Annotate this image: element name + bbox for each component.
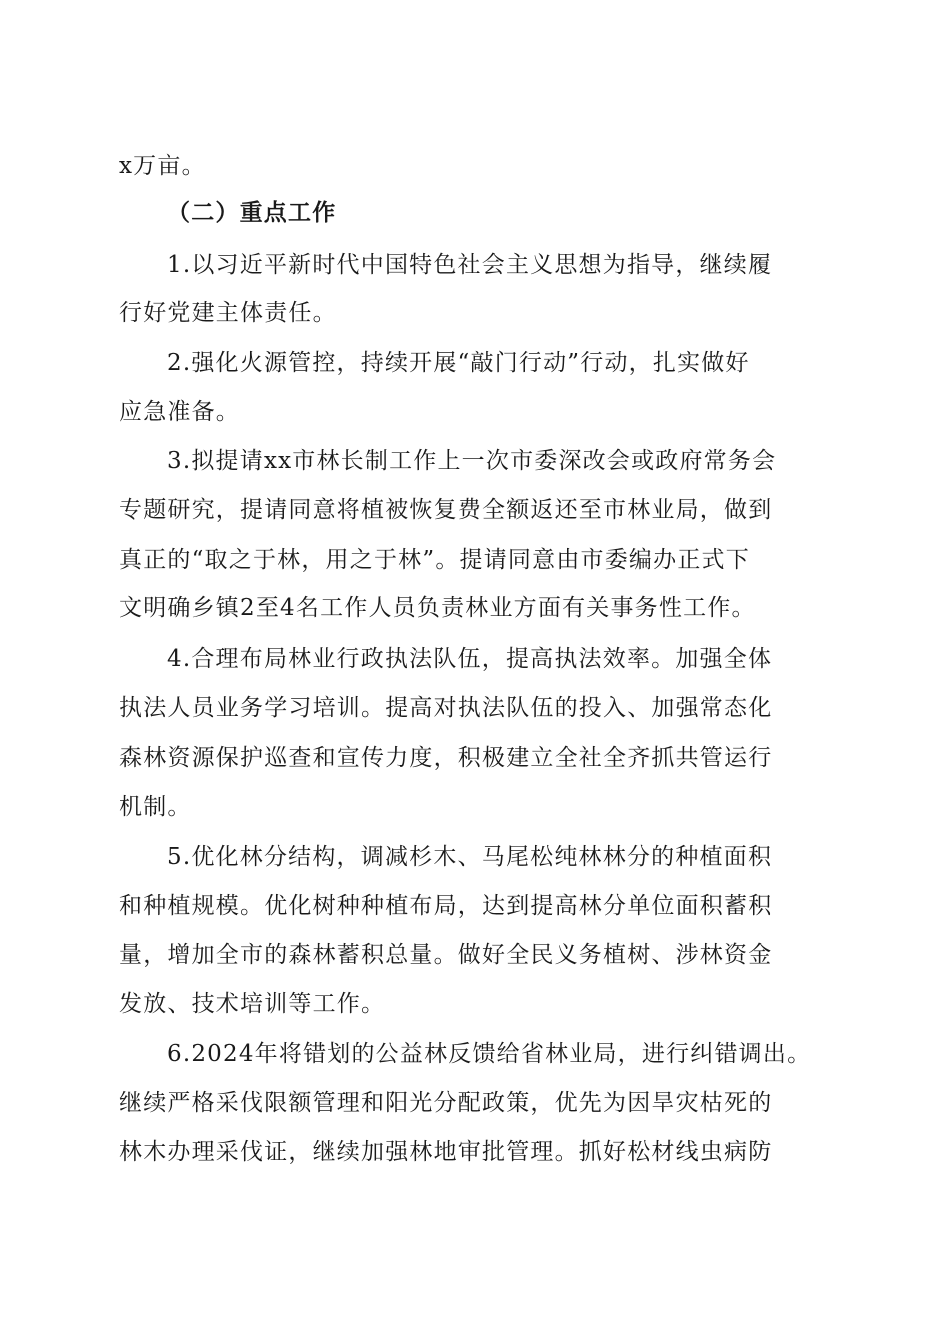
paragraph-line: 林木办理采伐证，继续加强林地审批管理。抓好松材线虫病防 bbox=[119, 1139, 773, 1165]
paragraph-line: 发放、技术培训等工作。 bbox=[119, 991, 386, 1017]
paragraph-line: 和种植规模。优化树种种植布局，达到提高林分单位面积蓄积 bbox=[119, 893, 773, 919]
paragraph-line: 4.合理布局林业行政执法队伍，提高执法效率。加强全体 bbox=[167, 646, 773, 672]
paragraph-line: 5.优化林分结构，调减杉木、马尾松纯林林分的种植面积 bbox=[167, 844, 773, 870]
paragraph-line: 2.强化火源管控，持续开展“敲门行动”行动，扎实做好 bbox=[167, 350, 750, 376]
paragraph-line: 专题研究，提请同意将植被恢复费全额返还至市林业局，做到 bbox=[119, 497, 773, 523]
paragraph-line: 文明确乡镇2至4名工作人员负责林业方面有关事务性工作。 bbox=[119, 595, 756, 621]
paragraph-line: 1.以习近平新时代中国特色社会主义思想为指导，继续履 bbox=[167, 252, 773, 278]
paragraph-line: 真正的“取之于林，用之于林”。提请同意由市委编办正式下 bbox=[119, 547, 750, 573]
paragraph-line: 3.拟提请xx市林长制工作上一次市委深改会或政府常务会 bbox=[167, 448, 777, 474]
paragraph-line: 行好党建主体责任。 bbox=[119, 300, 337, 326]
paragraph-line: 继续严格采伐限额管理和阳光分配政策，优先为因旱灾枯死的 bbox=[119, 1090, 773, 1116]
paragraph-line: 6.2024年将错划的公益林反馈给省林业局，进行纠错调出。 bbox=[167, 1041, 812, 1067]
paragraph-line: 量，增加全市的森林蓄积总量。做好全民义务植树、涉林资金 bbox=[119, 942, 773, 968]
paragraph-line: 应急准备。 bbox=[119, 399, 240, 425]
paragraph-line: x万亩。 bbox=[119, 153, 206, 179]
section-heading: （二）重点工作 bbox=[167, 200, 337, 226]
paragraph-line: 森林资源保护巡查和宣传力度，积极建立全社全齐抓共管运行 bbox=[119, 745, 773, 771]
paragraph-line: 执法人员业务学习培训。提高对执法队伍的投入、加强常态化 bbox=[119, 695, 773, 721]
paragraph-line: 机制。 bbox=[119, 794, 192, 820]
